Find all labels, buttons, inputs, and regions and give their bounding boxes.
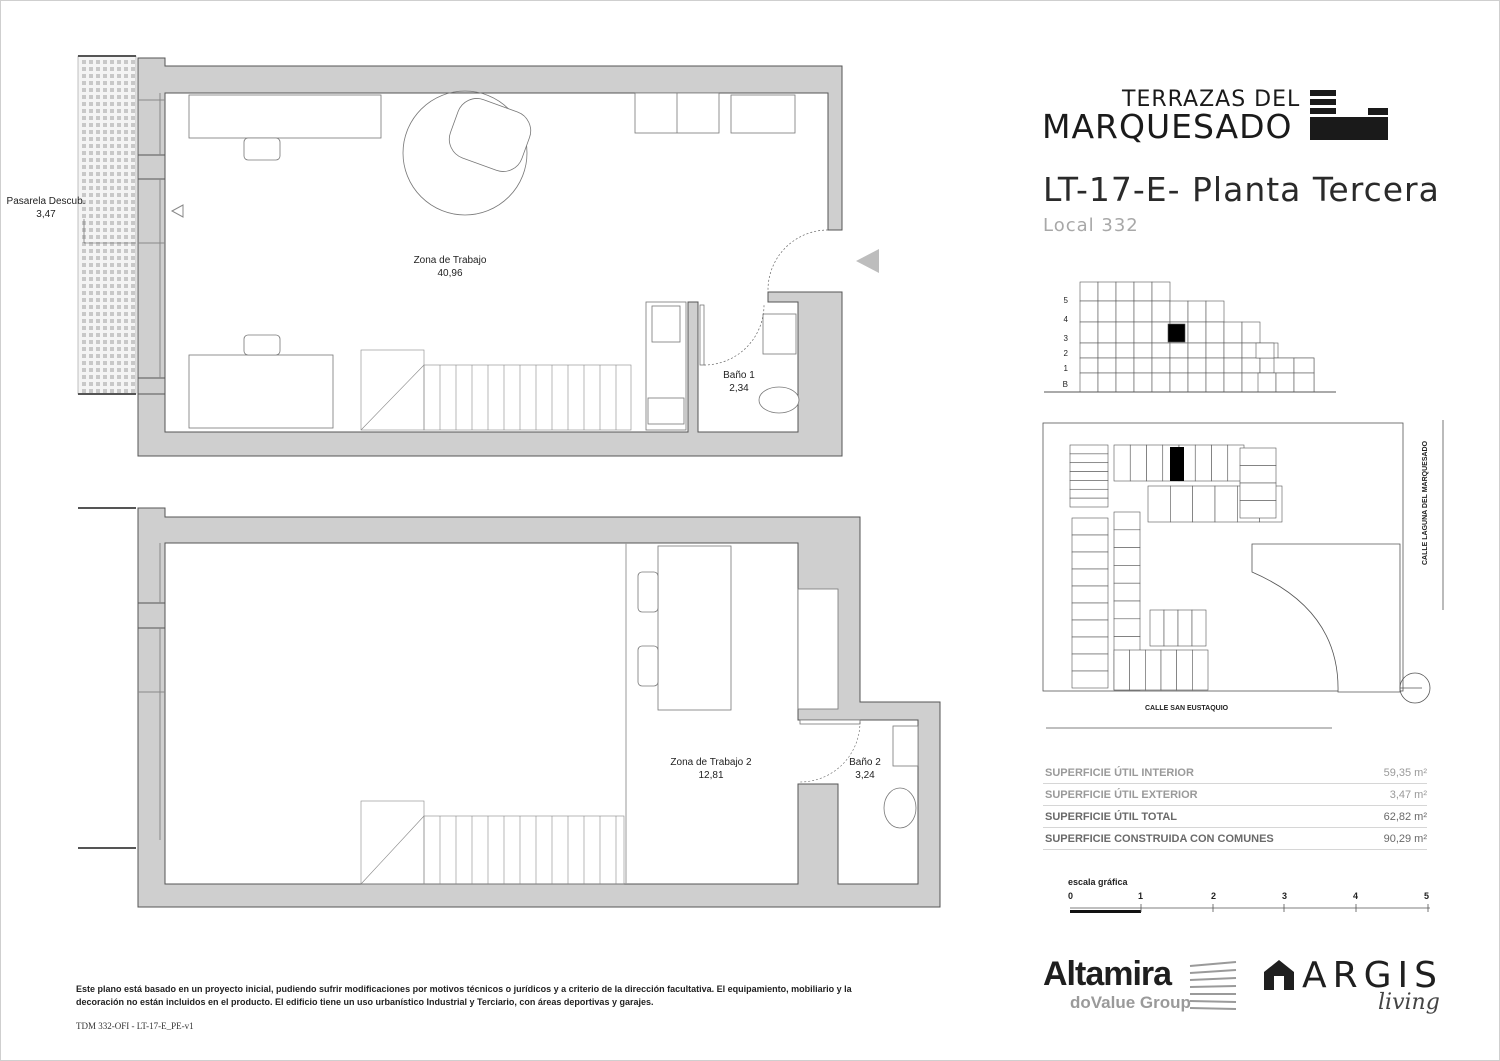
street-south: CALLE SAN EUSTAQUIO [1145,705,1229,712]
surface-label: SUPERFICIE CONSTRUIDA CON COMUNES [1045,833,1274,845]
upper-stairs [361,350,631,430]
site-plan [1040,420,1450,740]
floor-label: 4 [1063,315,1068,324]
room-name: Zona de Trabajo 2 [670,757,752,768]
argis-house-icon [1262,958,1296,992]
room-label-pasarela [2,195,90,221]
sheet-title: LT-17-E- Planta Tercera [1043,170,1440,209]
room-name: Zona de Trabajo [413,255,487,266]
floor-label: 3 [1063,334,1068,343]
logo-line1: TERRAZAS DEL [1122,87,1301,112]
floor-label: 5 [1063,296,1068,305]
scale-graphic [1068,902,1434,916]
altamira-mark-icon [1188,960,1240,1010]
room-area: 3,47 [36,209,56,220]
room-area: 3,24 [855,770,875,781]
surface-label: SUPERFICIE ÚTIL TOTAL [1045,811,1178,823]
room-label-zona-trabajo2 [656,756,766,782]
entrance-arrow [856,249,879,273]
scale-tick: 2 [1211,891,1217,901]
room-name: Baño 1 [723,370,755,381]
room-name: Pasarela Descub. [6,196,86,207]
surface-row [1043,806,1427,828]
disclaimer: Este plano está basado en un proyecto inicial, pudiendo sufrir modificaciones por motivos técnicos o jurídicos y a criterio de la dirección facultativa. El equipamiento, mobiliario y la decoración no están incluidos en el producto. El edificio tiene un uso urbanístico Industrial y Terciario, con áreas deportivas y garajes. [76,984,852,1007]
street-east: CALLE LAGUNA DEL MARQUESADO [1422,440,1429,565]
room-label-bano1 [714,369,764,395]
unit-highlight-elevation [1168,324,1185,342]
surface-label: SUPERFICIE ÚTIL EXTERIOR [1045,789,1198,801]
surface-row [1043,828,1427,850]
altamira-logo: Altamira [1043,955,1172,993]
document-reference: TDM 332-OFI - LT-17-E_PE-v1 [76,1021,194,1031]
scale-tick: 5 [1424,891,1430,901]
access-arrow-small [172,205,183,217]
room-area: 2,34 [729,383,749,394]
lower-furniture [638,546,918,828]
logo-mark-icon [1310,90,1392,142]
floor-label: 2 [1063,349,1068,358]
floor-label: B [1062,380,1068,389]
surface-value: 62,82 m² [1383,811,1427,823]
elevation-diagram [1040,280,1340,395]
lower-stairs [361,722,860,884]
surface-value: 59,35 m² [1383,767,1427,779]
argis-logo: ARGIS [1302,955,1444,996]
sheet-subtitle: Local 332 [1043,215,1139,236]
scale-title: escala gráfica [1068,877,1128,887]
floor-label: 1 [1063,364,1068,373]
logo-line2: MARQUESADO [1042,107,1293,146]
surface-value: 90,29 m² [1383,833,1427,845]
room-area: 12,81 [698,770,724,781]
surface-label: SUPERFICIE ÚTIL INTERIOR [1045,767,1194,779]
room-label-zona-trabajo [395,254,505,280]
unit-highlight-site [1170,447,1184,481]
room-area: 40,96 [437,268,463,279]
scale-tick: 1 [1138,891,1144,901]
scale-tick: 4 [1353,891,1359,901]
argis-sub: living [1378,990,1440,1015]
room-name: Baño 2 [849,757,881,768]
scale-tick: 3 [1282,891,1288,901]
scale-tick: 0 [1068,891,1074,901]
room-label-bano2 [840,756,890,782]
surface-row [1043,762,1427,784]
altamira-sub: doValue Group [1070,993,1191,1012]
surface-row [1043,784,1427,806]
surface-value: 3,47 m² [1389,789,1427,801]
